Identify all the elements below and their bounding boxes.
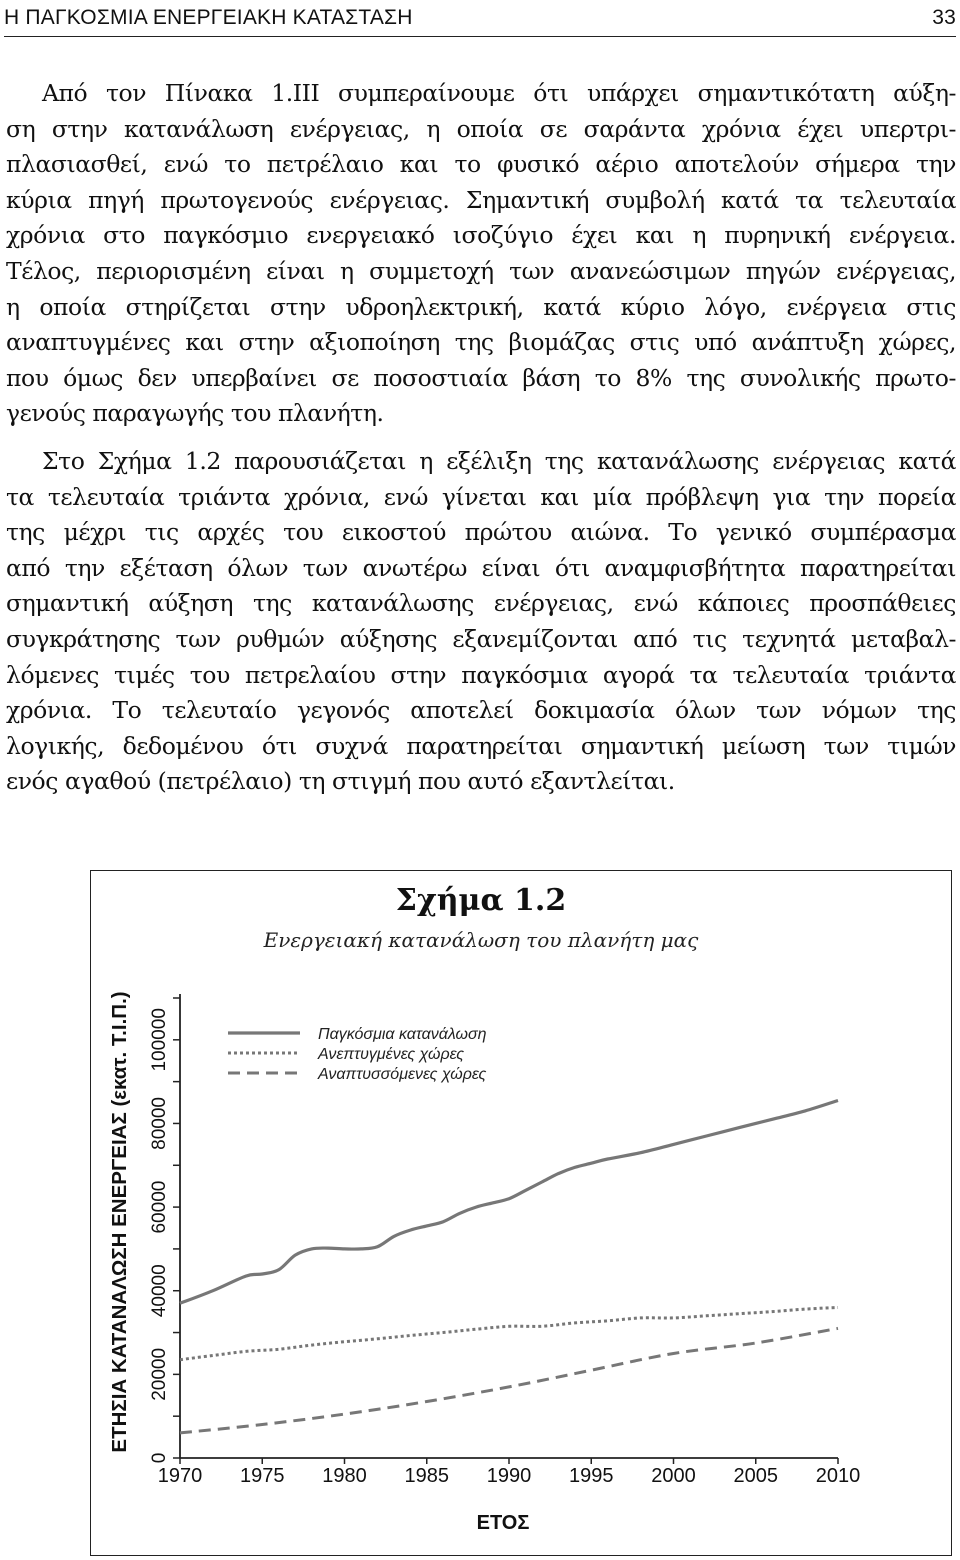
- text-line: ενός αγαθού (πετρέλαιο) τη στιγμή που αυτό εξαντλείται.: [6, 767, 675, 796]
- chart-title: Σχήμα 1.2: [395, 883, 567, 918]
- legend-label: Παγκόσμια κατανάλωση: [318, 1026, 487, 1043]
- text-line: τα τελευταία τριάντα χρόνια, ενώ γίνεται και μία πρόβλεψη για την πορεία: [6, 482, 956, 511]
- text-line: Από τον Πίνακα 1.ΙΙΙ συμπεραίνουμε ότι υπάρχει σημαντικότατη αύξη-: [42, 79, 956, 107]
- x-tick-label: 2000: [651, 1465, 696, 1487]
- running-title: Η ΠΑΓΚΟΣΜΙΑ ΕΝΕΡΓΕΙΑΚΗ ΚΑΤΑΣΤΑΣΗ: [4, 6, 413, 29]
- x-tick-label: 1985: [404, 1465, 449, 1487]
- text-line: η οποία στηρίζεται στην υδροηλεκτρική, κατά κύριο λόγο, ενέργεια στις: [6, 292, 956, 321]
- y-axis-label: ΕΤΗΣΙΑ ΚΑΤΑΝΑΛΩΣΗ ΕΝΕΡΓΕΙΑΣ (εκατ. Τ.Ι.Π.): [108, 991, 131, 1453]
- x-tick-label: 1975: [240, 1465, 285, 1487]
- series-lines: [180, 1101, 838, 1433]
- chart-axes: [149, 994, 860, 1487]
- text-line: λόμενες τιμές του πετρελαίου στην παγκόσμια αγορά τα τελευταία τριάντα: [6, 660, 956, 689]
- text-line: χρόνια. Το τελευταίο γεγονός αποτελεί δοκιμασία όλων των νόμων της: [6, 696, 956, 725]
- chart-subtitle: Ενεργειακή κατανάλωση του πλανήτη μας: [263, 928, 699, 952]
- y-tick-label: 100000: [149, 1008, 170, 1072]
- text-line: πλασιασθεί, ενώ το πετρέλαιο και το φυσικό αέριο αποτελούν σήμερα την: [6, 150, 956, 179]
- x-tick-label: 1980: [322, 1465, 367, 1487]
- y-tick-label: 40000: [149, 1264, 170, 1318]
- series-line-2: [180, 1308, 838, 1360]
- x-tick-label: 1995: [569, 1465, 614, 1487]
- y-tick-label: 60000: [149, 1180, 170, 1234]
- text-line: χρόνια στο παγκόσμιο ενεργειακό ισοζύγιο έχει και η πυρηνική ενέργεια.: [6, 221, 956, 250]
- text-line: κύρια πηγή πρωτογενούς ενέργειας. Σημαντική συμβολή κατά τα τελευταία: [6, 185, 956, 214]
- series-line-1: [180, 1101, 838, 1304]
- text-line: Στο Σχήμα 1.2 παρουσιάζεται η εξέλιξη της κατανάλωσης ενέργειας κατά: [42, 446, 956, 475]
- chart-legend: [228, 1026, 487, 1083]
- text-line: συγκράτησης των ρυθμών αύξησης εξανεμίζονται από τις τεχνητά μεταβαλ-: [6, 624, 956, 653]
- y-tick-label: 20000: [149, 1347, 170, 1401]
- text-line: σημαντική αύξηση της κατανάλωσης ενέργειας, ενώ κάποιες προσπάθειες: [6, 589, 956, 618]
- text-line: από την εξέταση όλων των ανωτέρω είναι ότι αναμφισβήτητα παρατηρείται: [6, 553, 956, 582]
- text-line: γενούς παραγωγής του πλανήτη.: [6, 399, 384, 428]
- text-line: ση στην κατανάλωση ενέργειας, η οποία σε σαράντα χρόνια έχει υπερτρι-: [6, 114, 956, 143]
- x-tick-label: 2005: [733, 1465, 778, 1487]
- x-axis-label: ΕΤΟΣ: [476, 1512, 530, 1534]
- text-line: που όμως δεν υπερβαίνει σε ποσοστιαία βάση το 8% της συνολικής πρωτο-: [6, 363, 956, 392]
- y-tick-label: 80000: [149, 1097, 170, 1150]
- text-line: της μέχρι τις αρχές του εικοστού πρώτου αιώνα. Το γενικό συμπέρασμα: [6, 518, 956, 547]
- x-tick-label: 1970: [157, 1465, 203, 1487]
- legend-label: Ανεπτυγμένες χώρες: [318, 1046, 465, 1063]
- x-tick-label: 1990: [486, 1465, 532, 1487]
- legend-label: Αναπτυσσόμενες χώρες: [318, 1066, 487, 1083]
- text-line: αναπτυγμένες και στην αξιοποίηση της βιομάζας στις υπό ανάπτυξη χώρες,: [6, 328, 956, 357]
- series-line-3: [180, 1328, 838, 1433]
- x-tick-label: 2010: [815, 1465, 861, 1487]
- text-line: Τέλος, περιορισμένη είναι η συμμετοχή των ανανεώσιμων πηγών ενέργειας,: [6, 256, 956, 285]
- y-tick-label: 0: [149, 1452, 170, 1464]
- text-line: λογικής, δεδομένου ότι συχνά παρατηρείται σημαντική μείωση των τιμών: [6, 731, 956, 760]
- page-number: 33: [932, 6, 956, 29]
